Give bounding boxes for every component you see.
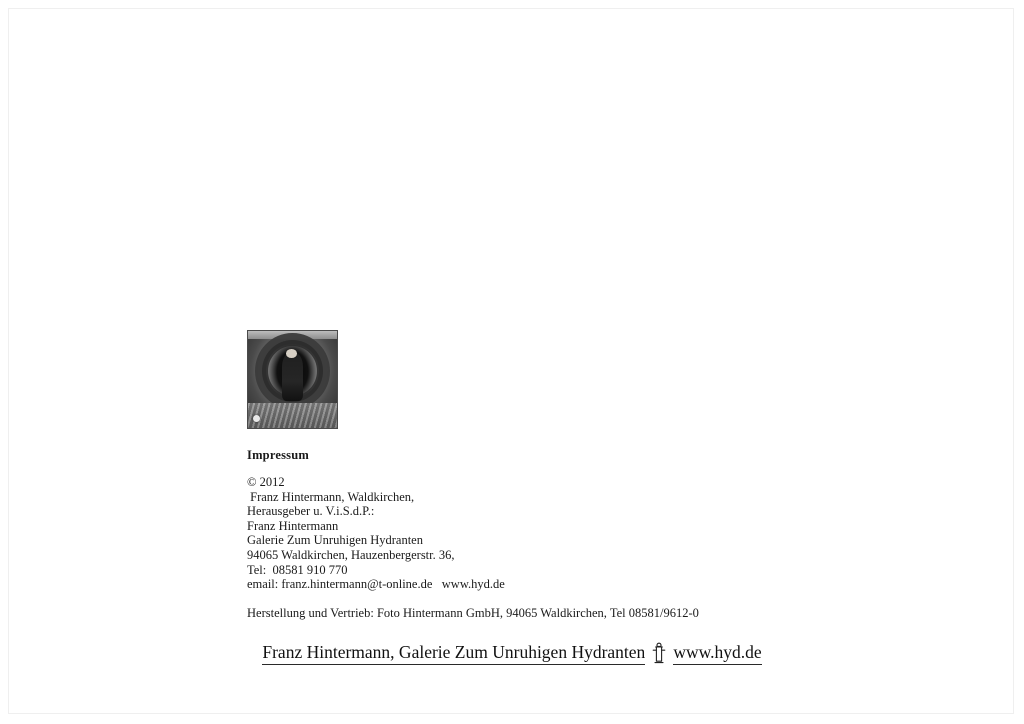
seated-person: [282, 352, 303, 401]
imprint-line-production: Herstellung und Vertrieb: Foto Hintermann GmbH, 94065 Waldkirchen, Tel 08581/9612-0: [247, 605, 699, 620]
hydrant-icon: [650, 642, 668, 664]
footer-website: www.hyd.de: [673, 641, 761, 665]
photo-man-sitting-in-tractor-tyre: [247, 330, 338, 429]
imprint-line-owner: Franz Hintermann, Waldkirchen,: [247, 489, 415, 504]
imprint-block: [247, 448, 887, 620]
imprint-line-copyright: © 2012: [247, 475, 285, 489]
imprint-heading: Impressum: [247, 448, 309, 462]
imprint-line-address: 94065 Waldkirchen, Hauzenbergerstr. 36,: [247, 547, 455, 562]
footer-content: [262, 641, 761, 665]
photo-ground: [248, 403, 337, 428]
imprint-spacer: [247, 592, 887, 606]
footer-gallery-name: Franz Hintermann, Galerie Zum Unruhigen Hydranten: [262, 641, 645, 665]
imprint-line-publisher-name: Franz Hintermann: [247, 518, 339, 533]
page-footer: [0, 641, 1024, 665]
imprint-line-email-web: email: franz.hintermann@t-online.de www.hyd.de: [247, 577, 505, 592]
imprint-line-phone: Tel: 08581 910 770: [247, 562, 348, 577]
photo-image: [248, 331, 337, 428]
imprint-line-publisher-label: Herausgeber u. V.i.S.d.P.:: [247, 504, 375, 519]
imprint-line-gallery: Galerie Zum Unruhigen Hydranten: [247, 533, 423, 548]
